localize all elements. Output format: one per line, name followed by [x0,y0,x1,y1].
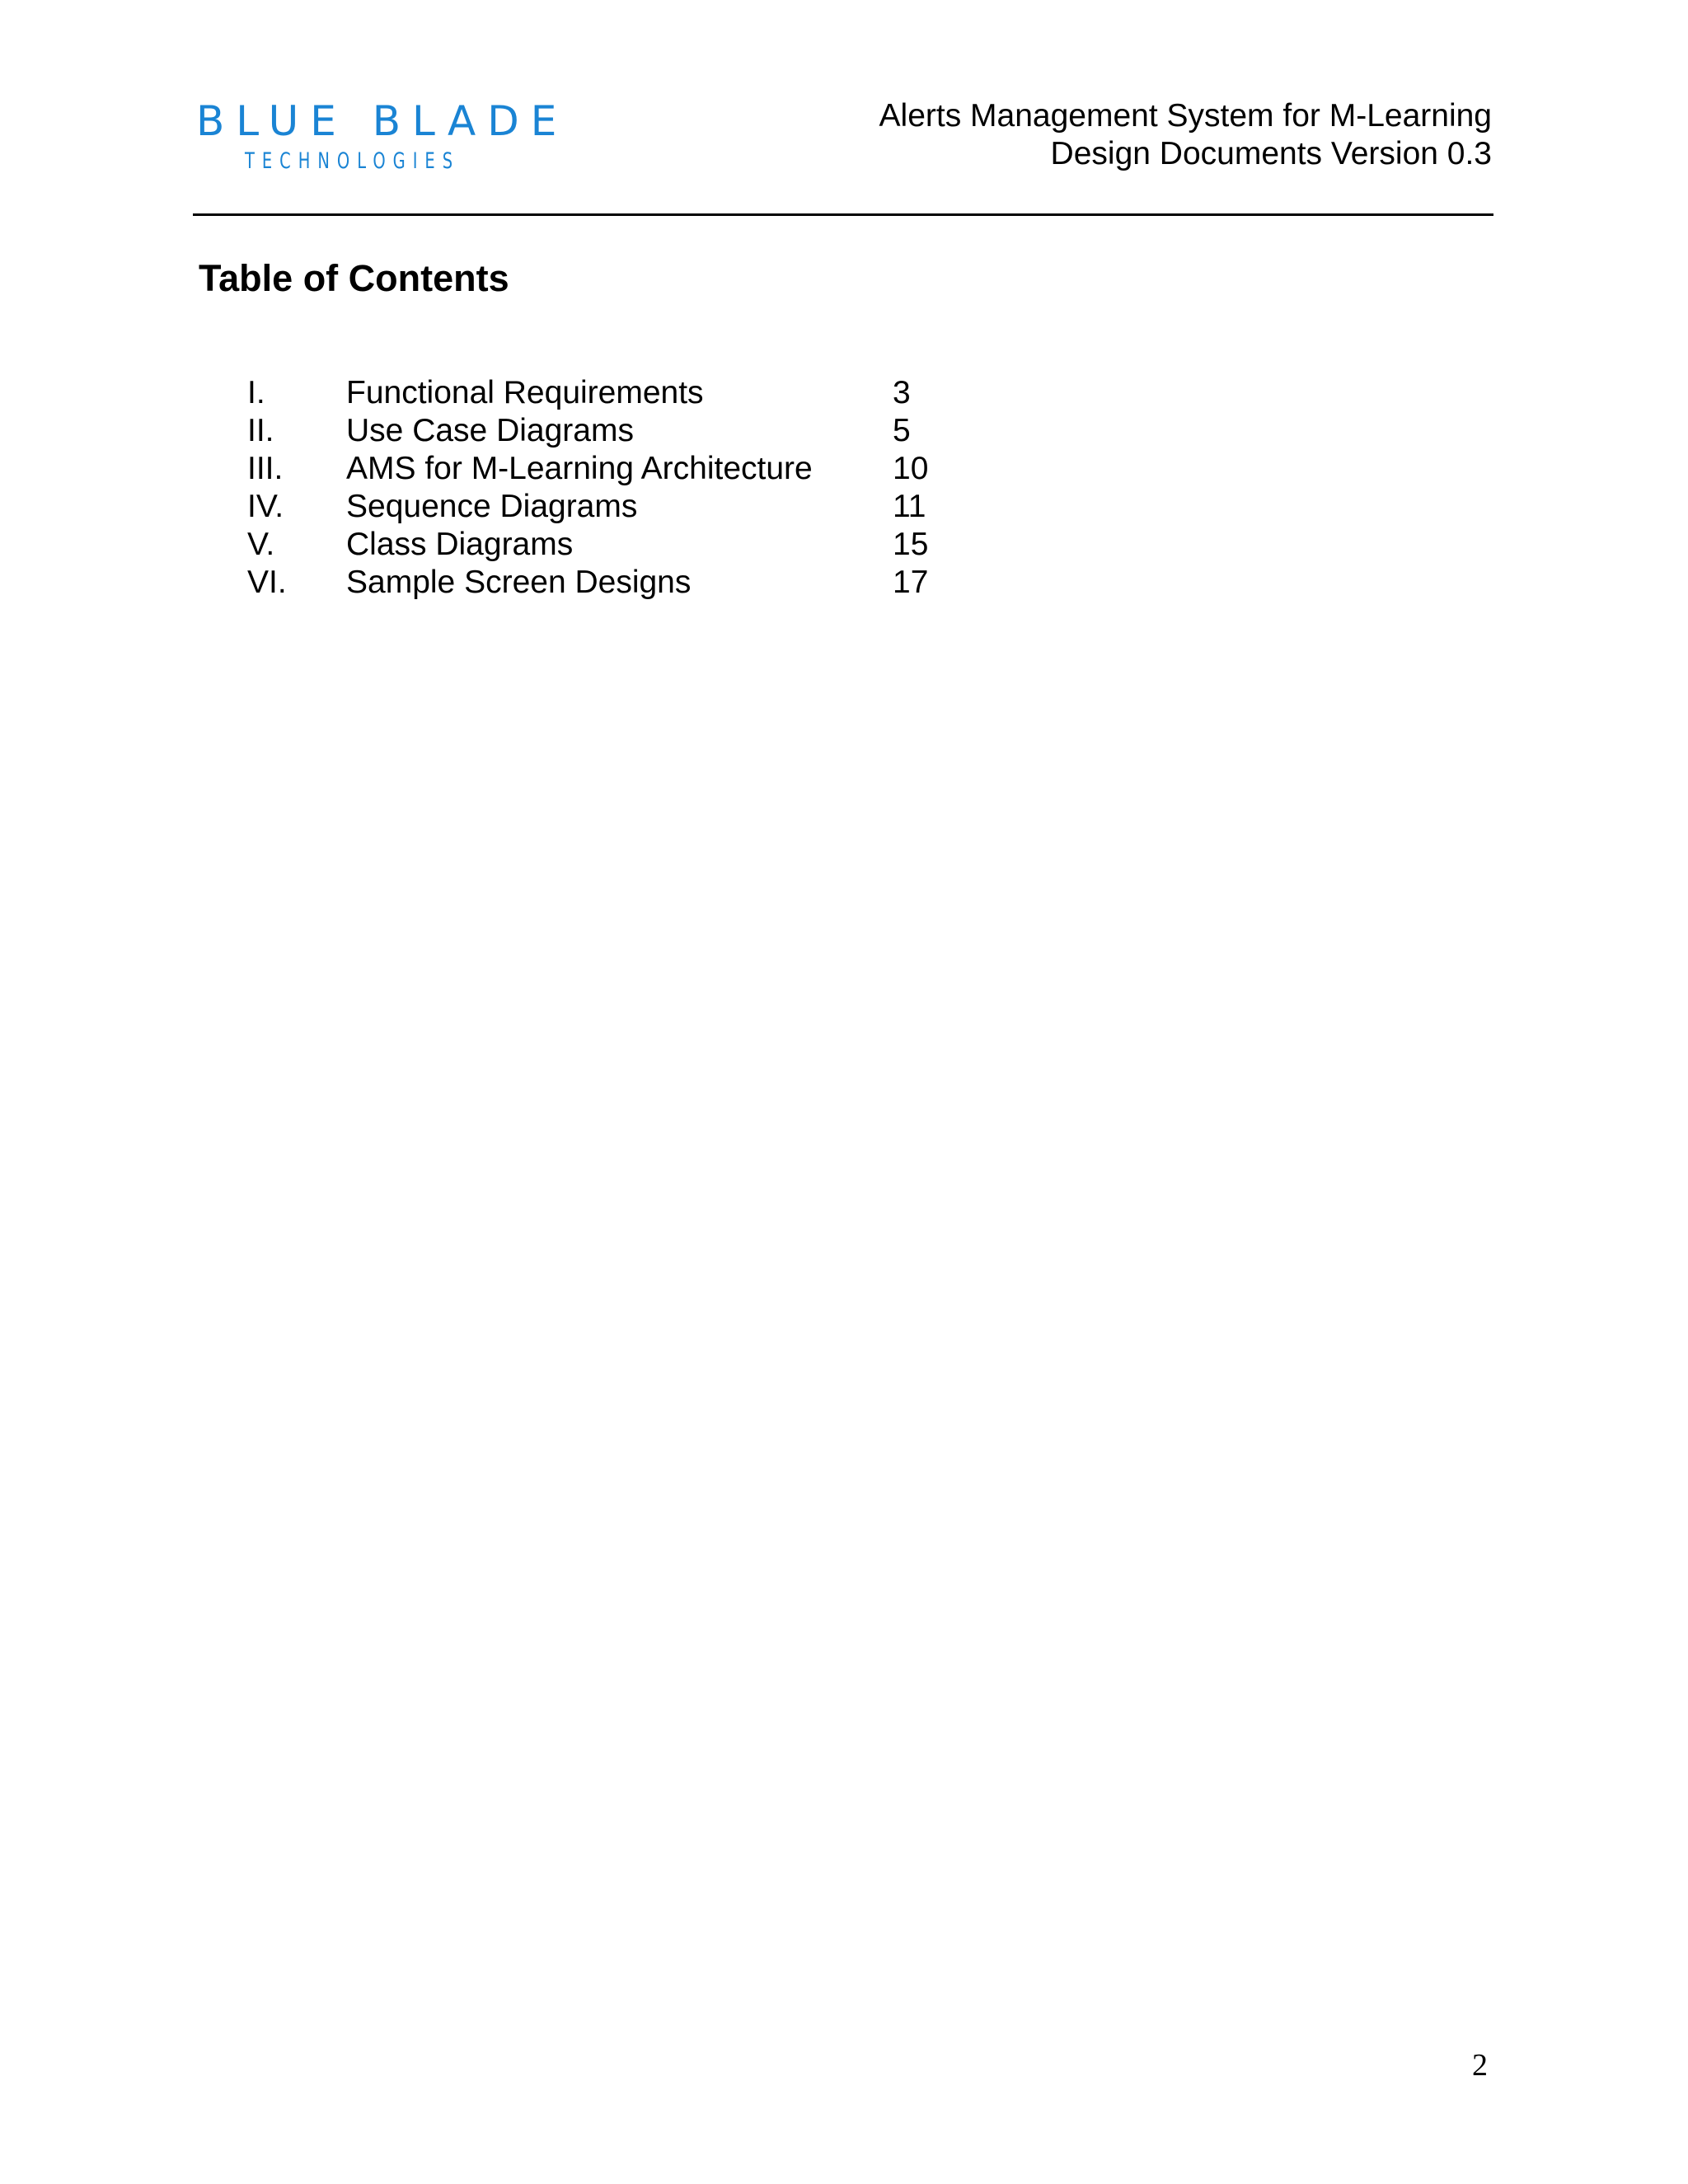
header-title-line-2: Design Documents Version 0.3 [1050,136,1492,171]
toc-entry-number: VI. [247,565,287,600]
toc-entry-page: 3 [893,375,911,410]
page-number: 2 [1472,2048,1488,2083]
toc-heading: Table of Contents [199,257,509,299]
toc-entry-page: 5 [893,413,911,448]
toc-entry-page: 15 [893,527,929,562]
toc-entry-number: IV. [247,489,284,524]
toc-entry-page: 10 [893,451,929,486]
logo-tagline: TECHNOLOGIES [245,148,461,174]
toc-entry-number: I. [247,375,265,410]
document-header-title [879,97,1492,173]
toc-entry-label: Functional Requirements [346,375,704,410]
toc-entry-number: III. [247,451,284,486]
toc-entry-label: Sample Screen Designs [346,565,692,600]
toc-entry-label: Class Diagrams [346,527,574,562]
company-logo [196,97,569,180]
header-divider [193,213,1493,216]
toc-entry-page: 17 [893,565,929,600]
toc-entry-label: AMS for M-Learning Architecture [346,451,813,486]
toc-entry-label: Use Case Diagrams [346,413,634,448]
toc-entry-label: Sequence Diagrams [346,489,638,524]
toc-entry-number: V. [247,527,275,562]
toc-entry-number: II. [247,413,274,448]
toc-entry-page: 11 [893,489,926,524]
header-title-line-1: Alerts Management System for M-Learning [879,98,1492,134]
logo-wordmark: BLUE BLADE [196,97,569,145]
